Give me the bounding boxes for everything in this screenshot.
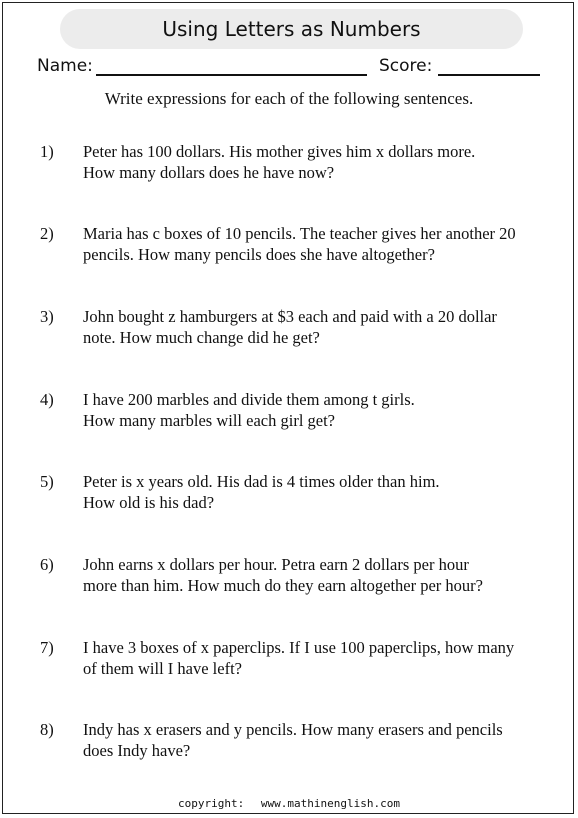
question-line: Peter is x years old. His dad is 4 times older than him. [83, 472, 440, 491]
question-line: John earns x dollars per hour. Petra earn 2 dollars per hour [83, 555, 469, 574]
question-text [83, 637, 553, 679]
question-line: I have 3 boxes of x paperclips. If I use 100 paperclips, how many [83, 638, 515, 657]
name-field-line[interactable] [96, 74, 367, 76]
question-line: I have 200 marbles and divide them among t girls. [83, 390, 415, 409]
question-line: more than him. How much do they earn altogether per hour? [83, 576, 483, 595]
question-number: 2) [40, 224, 54, 243]
copyright-label: copyright: [178, 797, 245, 810]
question-text [83, 223, 553, 265]
question-line: of them will I have left? [83, 659, 242, 678]
question-text [83, 471, 553, 513]
question-line: pencils. How many pencils does she have altogether? [83, 245, 435, 264]
question-text [83, 554, 553, 596]
question-number: 8) [40, 720, 54, 739]
question-number: 6) [40, 555, 54, 574]
question-number: 7) [40, 638, 54, 657]
title-banner [60, 9, 523, 49]
question-line: How many dollars does he have now? [83, 163, 335, 182]
question-number: 3) [40, 307, 54, 326]
question-line: Indy has x erasers and y pencils. How many erasers and pencils [83, 720, 503, 739]
question-text [83, 719, 553, 761]
question-line: note. How much change did he get? [83, 328, 320, 347]
instructions: Write expressions for each of the following sentences. [104, 89, 474, 108]
page-title: Using Letters as Numbers [162, 17, 421, 41]
question-number: 1) [40, 142, 54, 161]
question-text [83, 389, 553, 431]
score-label: Score: [379, 56, 433, 76]
question-line: does Indy have? [83, 741, 191, 760]
name-label: Name: [37, 56, 93, 76]
copyright-site[interactable]: www.mathinenglish.com [260, 797, 400, 810]
question-line: How many marbles will each girl get? [83, 411, 336, 430]
question-line: Maria has c boxes of 10 pencils. The teacher gives her another 20 [83, 224, 516, 243]
question-text [83, 141, 553, 183]
score-field-line[interactable] [438, 74, 540, 76]
question-line: John bought z hamburgers at $3 each and paid with a 20 dollar [83, 307, 497, 326]
question-number: 4) [40, 390, 54, 409]
copyright-footer [0, 797, 578, 810]
question-line: Peter has 100 dollars. His mother gives him x dollars more. [83, 142, 476, 161]
question-line: How old is his dad? [83, 493, 215, 512]
question-text [83, 306, 553, 348]
question-number: 5) [40, 472, 54, 491]
